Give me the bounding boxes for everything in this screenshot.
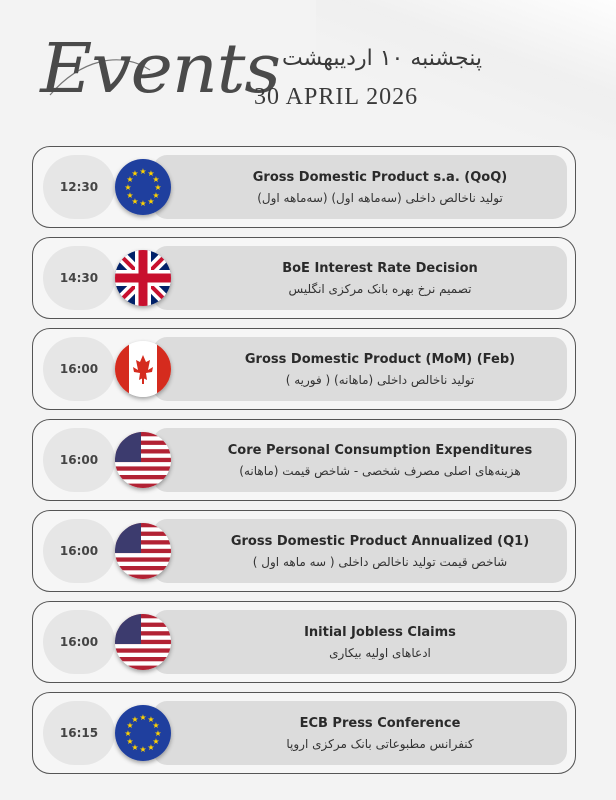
- event-subtitle: کنفرانس مطبوعاتی بانک مرکزی اروپا: [286, 736, 474, 751]
- uk-flag-icon: [115, 250, 171, 306]
- date-persian: پنجشنبه ۱۰ اردیبهشت: [282, 46, 482, 71]
- event-title: ECB Press Conference: [299, 715, 461, 731]
- svg-text:★: ★: [126, 175, 134, 184]
- eu-flag-icon: [115, 159, 171, 215]
- event-card[interactable]: [32, 146, 576, 228]
- event-card[interactable]: [32, 419, 576, 501]
- events-list: [32, 146, 576, 783]
- event-title: Gross Domestic Product Annualized (Q1): [230, 533, 530, 549]
- event-time: 14:30: [43, 246, 115, 310]
- event-title: Initial Jobless Claims: [304, 624, 456, 640]
- event-subtitle: تولید ناخالص داخلی (ماهانه) ( فوریه ): [285, 372, 475, 387]
- event-content: [153, 610, 567, 674]
- us-flag-icon: [115, 614, 171, 670]
- svg-text:★: ★: [124, 183, 132, 192]
- svg-text:★: ★: [147, 743, 155, 752]
- event-subtitle: ادعاهای اولیه بیکاری: [329, 645, 431, 660]
- event-content: [153, 701, 567, 765]
- events-logo: Events: [40, 30, 281, 109]
- svg-text:★: ★: [152, 737, 160, 746]
- event-subtitle: تصمیم نرخ بهره بانک مرکزی انگلیس: [288, 281, 472, 296]
- event-card[interactable]: [32, 601, 576, 683]
- svg-text:★: ★: [131, 197, 139, 206]
- event-subtitle: هزینه‌های اصلی مصرف شخصی - شاخص قیمت (ماهانه): [239, 463, 521, 478]
- svg-text:★: ★: [126, 191, 134, 200]
- event-title: Gross Domestic Product (MoM) (Feb): [244, 351, 516, 367]
- event-time: 16:15: [43, 701, 115, 765]
- event-subtitle: تولید ناخالص داخلی (سه‌ماهه اول) (سه‌ماهه اول): [257, 190, 503, 205]
- svg-text:★: ★: [139, 745, 147, 754]
- us-flag-icon: [115, 523, 171, 579]
- event-time: 16:00: [43, 519, 115, 583]
- event-card[interactable]: [32, 237, 576, 319]
- event-subtitle: شاخص قیمت تولید ناخالص داخلی ( سه ماهه اول ): [252, 554, 508, 569]
- event-time: 12:30: [43, 155, 115, 219]
- event-title: Gross Domestic Product s.a. (QoQ): [252, 169, 508, 185]
- event-card[interactable]: [32, 328, 576, 410]
- event-title: Core Personal Consumption Expenditures: [227, 442, 533, 458]
- event-content: [153, 519, 567, 583]
- svg-text:★: ★: [152, 191, 160, 200]
- svg-text:★: ★: [147, 715, 155, 724]
- event-time: 16:00: [43, 428, 115, 492]
- svg-text:★: ★: [131, 715, 139, 724]
- us-flag-icon: [115, 432, 171, 488]
- svg-text:★: ★: [147, 169, 155, 178]
- svg-text:★: ★: [154, 183, 162, 192]
- svg-text:★: ★: [154, 729, 162, 738]
- event-time: 16:00: [43, 337, 115, 401]
- event-title: BoE Interest Rate Decision: [282, 260, 478, 276]
- event-content: [153, 337, 567, 401]
- svg-text:★: ★: [147, 197, 155, 206]
- event-content: [153, 428, 567, 492]
- svg-text:★: ★: [126, 737, 134, 746]
- event-content: [153, 246, 567, 310]
- svg-text:★: ★: [139, 713, 147, 722]
- canada-flag-icon: [115, 341, 171, 397]
- svg-text:★: ★: [131, 169, 139, 178]
- svg-text:★: ★: [124, 729, 132, 738]
- svg-text:★: ★: [126, 721, 134, 730]
- svg-text:★: ★: [152, 721, 160, 730]
- date-english: 30 APRIL 2026: [254, 84, 419, 110]
- svg-text:★: ★: [131, 743, 139, 752]
- event-card[interactable]: [32, 692, 576, 774]
- eu-flag-icon: [115, 705, 171, 761]
- event-card[interactable]: [32, 510, 576, 592]
- event-content: [153, 155, 567, 219]
- header: [0, 0, 616, 140]
- svg-text:★: ★: [152, 175, 160, 184]
- svg-text:★: ★: [139, 199, 147, 208]
- event-time: 16:00: [43, 610, 115, 674]
- svg-text:★: ★: [139, 167, 147, 176]
